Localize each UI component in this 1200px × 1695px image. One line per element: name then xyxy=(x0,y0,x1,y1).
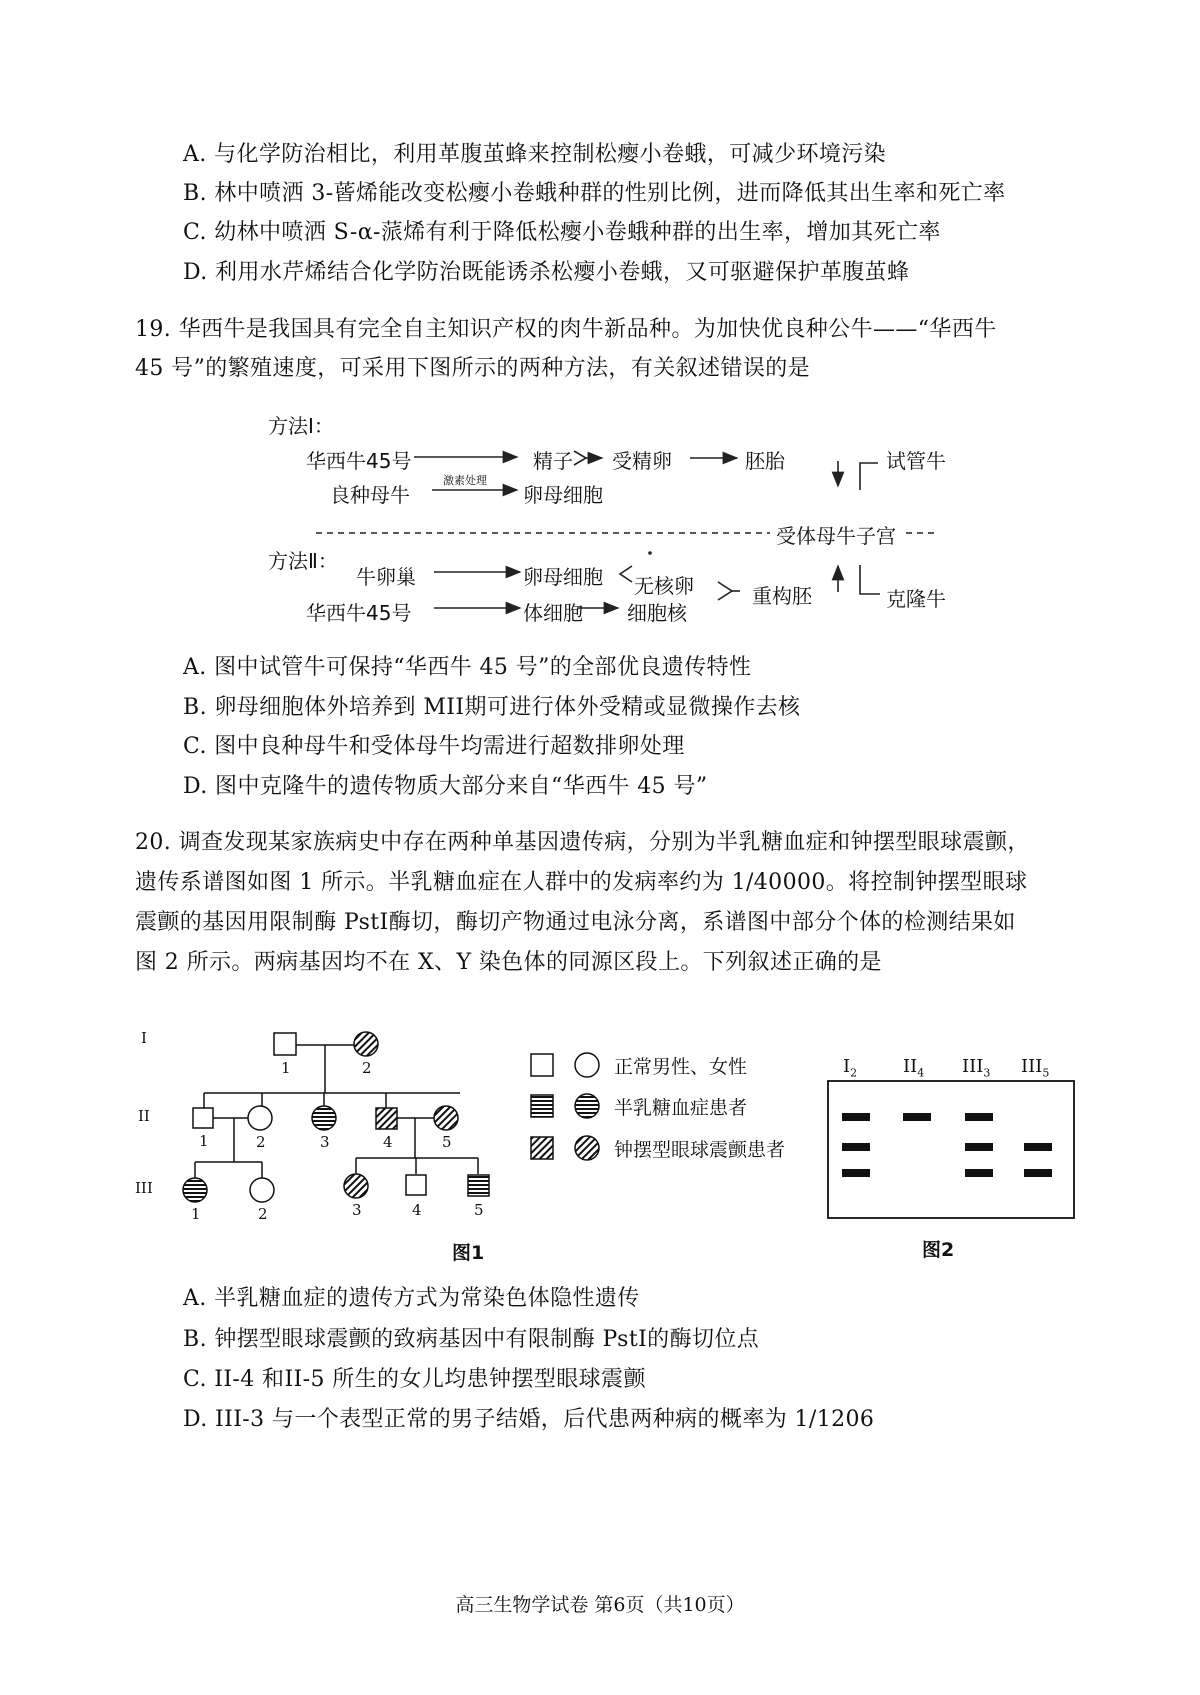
q20-stem-line1: 20. 调查发现某家族病史中存在两种单基因遗传病，分别为半乳糖血症和钟摆型眼球震颤， xyxy=(135,830,1030,855)
gel-band-III5-low xyxy=(1024,1169,1052,1177)
gel-band-III3-top xyxy=(965,1113,993,1121)
ped-II-4 xyxy=(376,1108,397,1129)
legend-female-nystagmus-icon xyxy=(575,1136,599,1160)
q19-option-d: D. 图中克隆牛的遗传物质大部分来自“华西牛 45 号” xyxy=(183,774,708,799)
m2-ovary: 牛卵巢 xyxy=(356,565,416,589)
gel-lane-2-label: $II_4$ xyxy=(903,1056,925,1080)
ped-num-II-4: 4 xyxy=(383,1133,393,1151)
ped-I-2 xyxy=(354,1032,378,1056)
m1-hormone: 激素处理 xyxy=(443,474,487,487)
gel-band-III3-mid xyxy=(965,1143,993,1151)
ped-num-III-3: 3 xyxy=(352,1201,362,1219)
q20-option-a: A. 半乳糖血症的遗传方式为常染色体隐性遗传 xyxy=(183,1286,640,1311)
ped-II-3 xyxy=(312,1106,336,1130)
gen-label-II: II xyxy=(138,1107,150,1125)
q20-stem-line3: 震颤的基因用限制酶 PstI酶切，酶切产物通过电泳分离，系谱图中部分个体的检测结果如 xyxy=(135,910,1016,935)
figure2-caption: 图2 xyxy=(922,1239,955,1261)
m2-enucleated: 无核卵 xyxy=(634,574,694,598)
figure1-caption: 图1 xyxy=(452,1242,485,1264)
m2-reconstructed: 重构胚 xyxy=(752,584,812,608)
q20-option-b: B. 钟摆型眼球震颤的致病基因中有限制酶 PstI的酶切位点 xyxy=(183,1327,760,1352)
legend-normal: 正常男性、女性 xyxy=(614,1056,748,1078)
legend-nystagmus: 钟摆型眼球震颤患者 xyxy=(614,1139,786,1161)
q18-option-d: D. 利用水芹烯结合化学防治既能诱杀松瘿小卷蛾，又可驱避保护革腹茧蜂 xyxy=(183,260,910,285)
m1-sperm: 精子 xyxy=(533,449,573,473)
ped-III-1 xyxy=(183,1178,207,1202)
ped-II-5 xyxy=(434,1106,458,1130)
q20-stem-line2: 遗传系谱图如图 1 所示。半乳糖血症在人群中的发病率约为 1/40000。将控制钟摆型眼球 xyxy=(135,870,1028,895)
q18-option-c: C. 幼林中喷洒 S-α-蒎烯有利于降低松瘿小卷蛾种群的出生率，增加其死亡率 xyxy=(183,220,941,245)
ped-num-II-1: 1 xyxy=(199,1132,209,1150)
ped-num-I-2: 2 xyxy=(362,1059,372,1077)
q20-stem-line4: 图 2 所示。两病基因均不在 X、Y 染色体的同源区段上。下列叙述正确的是 xyxy=(135,950,882,975)
q20-option-c: C. II-4 和II-5 所生的女儿均患钟摆型眼球震颤 xyxy=(183,1367,646,1392)
m2-nucleus: 细胞核 xyxy=(627,601,687,625)
q20-option-d: D. III-3 与一个表型正常的男子结婚，后代患两种病的概率为 1/1206 xyxy=(183,1407,875,1432)
legend-male-normal-icon xyxy=(531,1054,553,1076)
m2-result: 克隆牛 xyxy=(886,587,946,611)
ped-num-II-2: 2 xyxy=(256,1133,266,1151)
m1-cow: 良种母牛 xyxy=(330,483,410,507)
ped-II-1 xyxy=(193,1108,213,1128)
ped-II-2 xyxy=(248,1106,272,1130)
gel-band-I2-mid xyxy=(842,1143,870,1151)
m1-result: 试管牛 xyxy=(886,449,946,473)
method2-label: 方法Ⅱ： xyxy=(268,549,338,573)
gel-lane-4-label: $III_5$ xyxy=(1021,1056,1050,1080)
ped-num-I-1: 1 xyxy=(281,1059,291,1077)
ped-III-2 xyxy=(250,1178,274,1202)
ped-num-III-4: 4 xyxy=(412,1201,422,1219)
q18-option-a: A. 与化学防治相比，利用革腹茧蜂来控制松瘿小卷蛾，可减少环境污染 xyxy=(183,142,887,167)
m1-embryo: 胚胎 xyxy=(745,449,785,473)
recipient-uterus: 受体母牛子宫 xyxy=(776,524,896,548)
legend-galactosemia: 半乳糖血症患者 xyxy=(614,1097,748,1119)
legend-female-galactosemia-icon xyxy=(575,1094,599,1118)
gel-lane-1-label: $I_2$ xyxy=(843,1056,858,1080)
m1-zygote: 受精卵 xyxy=(612,449,672,473)
gel-band-I2-top xyxy=(842,1113,870,1121)
m2-oocyte: 卵母细胞 xyxy=(523,565,603,589)
ped-num-II-3: 3 xyxy=(320,1133,330,1151)
legend-female-normal-icon xyxy=(575,1053,599,1077)
ped-num-II-5: 5 xyxy=(442,1133,452,1151)
page-footer: 高三生物学试卷 第6页（共10页） xyxy=(455,1594,745,1616)
q19-stem-line2: 45 号”的繁殖速度，可采用下图所示的两种方法，有关叙述错误的是 xyxy=(135,356,811,381)
q19-option-c: C. 图中良种母牛和受体母牛均需进行超数排卵处理 xyxy=(183,734,685,759)
m1-bull: 华西牛45号 xyxy=(306,449,412,473)
ped-III-3 xyxy=(344,1174,368,1198)
m2-bull: 华西牛45号 xyxy=(306,601,412,625)
q19-stem-line1: 19. 华西牛是我国具有完全自主知识产权的肉牛新品种。为加快优良种公牛——“华西牛 xyxy=(135,317,997,342)
m2-somatic: 体细胞 xyxy=(523,601,583,625)
ped-I-1 xyxy=(274,1033,296,1055)
ped-III-4 xyxy=(406,1175,426,1195)
legend-male-nystagmus-icon xyxy=(531,1137,553,1159)
q18-option-b: B. 林中喷洒 3-蒈烯能改变松瘿小卷蛾种群的性别比例，进而降低其出生率和死亡率 xyxy=(183,181,1006,206)
gel-band-III3-low xyxy=(965,1169,993,1177)
method1-label: 方法Ⅰ： xyxy=(268,414,334,438)
ped-III-5 xyxy=(468,1175,489,1196)
gel-band-II4-top xyxy=(903,1113,931,1121)
ped-num-III-5: 5 xyxy=(474,1201,484,1219)
ped-num-III-2: 2 xyxy=(258,1205,268,1223)
ped-num-III-1: 1 xyxy=(191,1205,201,1223)
gel-band-III5-mid xyxy=(1024,1143,1052,1151)
legend-male-galactosemia-icon xyxy=(531,1095,553,1117)
gel-lane-3-label: $III_3$ xyxy=(962,1056,991,1080)
m1-oocyte: 卵母细胞 xyxy=(523,483,603,507)
q19-option-b: B. 卵母细胞体外培养到 MII期可进行体外受精或显微操作去核 xyxy=(183,695,801,720)
q19-option-a: A. 图中试管牛可保持“华西牛 45 号”的全部优良遗传特性 xyxy=(183,655,752,680)
gen-label-I: I xyxy=(141,1029,147,1047)
gel-band-I2-low xyxy=(842,1169,870,1177)
gen-label-III: III xyxy=(135,1179,153,1197)
